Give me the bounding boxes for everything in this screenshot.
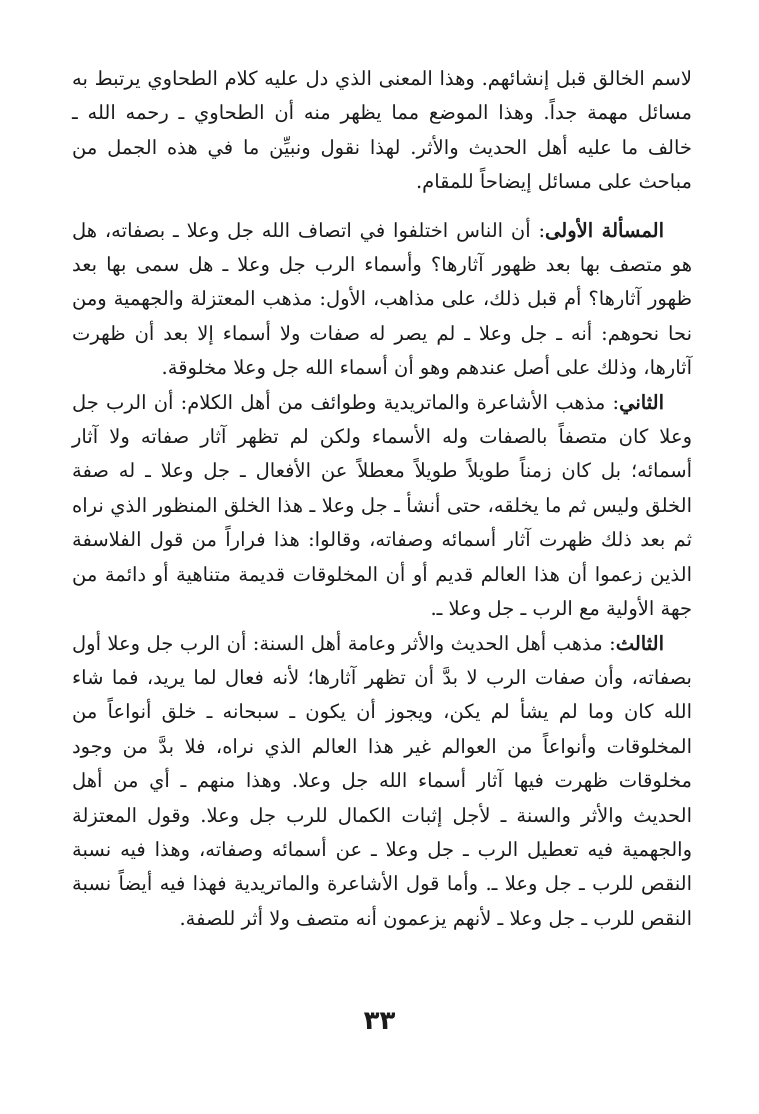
- page-body: [72, 62, 692, 936]
- school-heading: الثالث: [615, 631, 664, 655]
- paragraph-first-issue: [72, 214, 692, 386]
- paragraph-intro: [72, 62, 692, 200]
- paragraph-text: لاسم الخالق قبل إنشائهم. وهذا المعنى الذي دل عليه كلام الطحاوي يرتبط به مسائل مهمة جداً. وهذا الموضع مما يظهر منه أن الطحاوي ـ رحمه الله ـ خالف ما عليه أهل الحديث والأثر. لهذا نقول ونبيِّن ما في هذه الجمل من مباحث على مسائل إيضاحاً للمقام.: [72, 67, 692, 194]
- page-number: ٣٣: [363, 1006, 396, 1036]
- paragraph-second-school: [72, 386, 692, 627]
- paragraph-text: : أن الناس اختلفوا في اتصاف الله جل وعلا ـ بصفاته، هل هو متصف بها بعد ظهور آثارها؟ وأسماء الرب جل وعلا ـ هل سمى بها بعد ظهور آثارها؟ أم قبل ذلك، على مذاهب، الأول: مذهب المعتزلة والجهمية ومن نحا نحوهم: أنه ـ جل وعلا ـ لم يصر له صفات ولا أسماء إلا بعد أن ظهرت آثارها، وذلك على أصل عندهم وهو أن أسماء الله جل وعلا مخلوقة.: [72, 218, 692, 380]
- school-heading: الثاني: [619, 390, 664, 414]
- paragraph-text: : مذهب أهل الحديث والأثر وعامة أهل السنة: أن الرب جل وعلا أول بصفاته، وأن صفات الرب لا بدَّ أن تظهر آثارها؛ لأنه فعال لما يريد، فما شاء الله كان وما لم يشأ لم يكن، ويجوز أن يكون ـ سبحانه ـ خلق أنواعاً من المخلوقات وأنواعاً من العوالم غير هذا العالم الذي نراه، فلا بدَّ من وجود مخلوقات ظهرت فيها آثار أسماء الله جل وعلا. وهذا منهم ـ أي من أهل الحديث والأثر والسنة ـ لأجل إثبات الكمال للرب جل وعلا. وقول المعتزلة والجهمية فيه تعطيل الرب ـ جل وعلا ـ عن أسمائه وصفاته، وهذا فيه نسبة النقص للرب ـ جل وعلا ـ. وأما قول الأشاعرة والماتريدية فهذا فيه أيضاً نسبة النقص للرب ـ جل وعلا ـ لأنهم يزعمون أنه متصف ولا أثر للصفة.: [72, 631, 692, 930]
- paragraph-third-school: [72, 627, 692, 937]
- issue-heading: المسألة الأولى: [545, 218, 664, 242]
- paragraph-text: : مذهب الأشاعرة والماتريدية وطوائف من أهل الكلام: أن الرب جل وعلا كان متصفاً بالصفات وله الأسماء ولكن لم تظهر آثار صفاته ولا آثار أسمائه؛ بل كان زمناً طويلاً طويلاً معطلاً عن الأفعال ـ جل وعلا ـ له صفة الخلق وليس ثم ما يخلقه، حتى أنشأ ـ جل وعلا ـ هذا الخلق المنظور الذي نراه ثم بعد ذلك ظهرت آثار أسمائه وصفاته، وقالوا: هذا فراراً من قول الفلاسفة الذين زعموا أن هذا العالم قديم أو أن المخلوقات قديمة متناهية أو دائمة من جهة الأولية مع الرب ـ جل وعلا ـ.: [72, 390, 692, 621]
